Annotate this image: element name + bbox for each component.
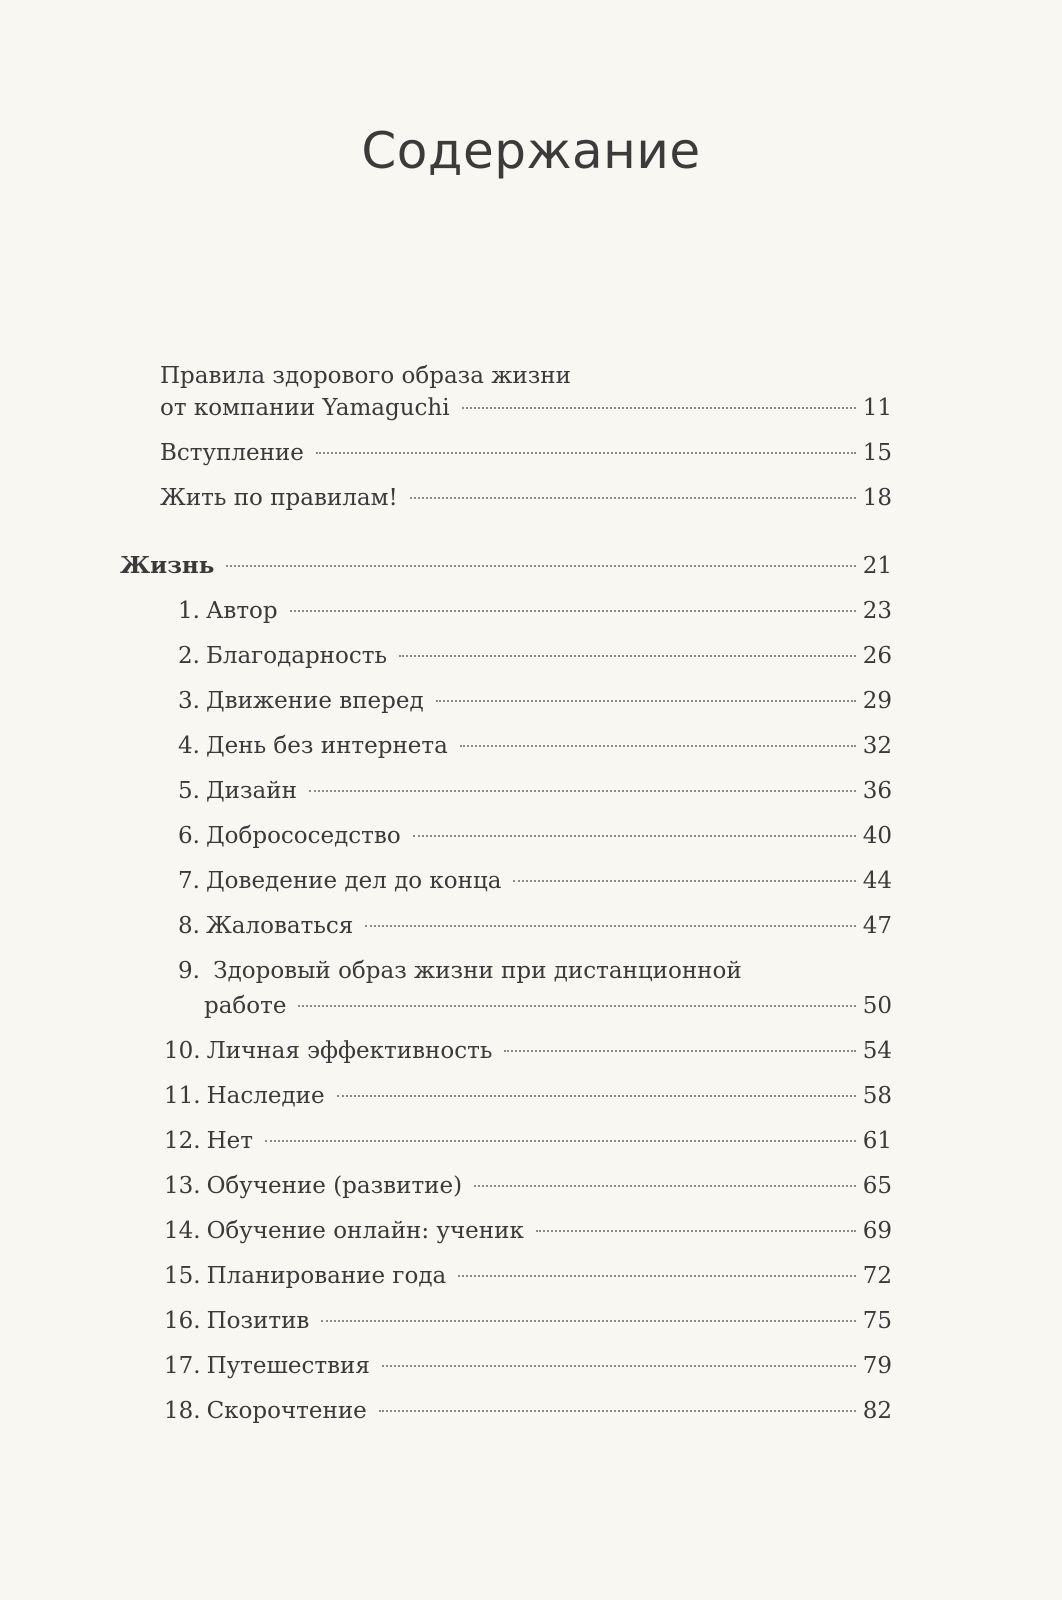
chapter-title: Дизайн — [205, 778, 297, 804]
toc-page-number: 58 — [862, 1083, 892, 1109]
chapter-title: Благодарность — [205, 643, 387, 669]
chapter-number: 7. — [178, 868, 200, 894]
toc-page-number: 47 — [862, 913, 892, 939]
chapter-number: 2. — [178, 643, 200, 669]
dot-leader — [365, 925, 856, 927]
dot-leader — [536, 1230, 856, 1232]
dot-leader — [309, 790, 856, 792]
chapter-number: 1. — [178, 598, 200, 624]
chapter-number: 16. — [164, 1308, 201, 1334]
dot-leader — [410, 497, 856, 499]
toc-page-number: 36 — [862, 778, 892, 804]
chapter-number: 13. — [164, 1173, 201, 1199]
chapter-title: Наследие — [206, 1083, 325, 1109]
toc-page-number: 32 — [862, 733, 892, 759]
dot-leader — [474, 1185, 856, 1187]
chapter-number: 11. — [164, 1083, 201, 1109]
chapter-number: 10. — [164, 1038, 201, 1064]
chapter-number: 12. — [164, 1128, 201, 1154]
chapter-title: Планирование года — [206, 1263, 447, 1289]
toc-page-number: 75 — [862, 1308, 892, 1334]
toc-page-number: 69 — [862, 1218, 892, 1244]
toc-page-number: 21 — [862, 553, 892, 579]
chapter-title: Позитив — [206, 1308, 310, 1334]
chapter-title: Обучение онлайн: ученик — [206, 1218, 524, 1244]
dot-leader — [458, 1275, 856, 1277]
chapter-number: 18. — [164, 1398, 201, 1424]
chapter-title: Автор — [205, 598, 278, 624]
toc-page-number: 26 — [862, 643, 892, 669]
chapter-number: 17. — [164, 1353, 201, 1379]
dot-leader — [382, 1365, 856, 1367]
chapter-title: Личная эффективность — [206, 1038, 493, 1064]
toc-entry-label-line2: от компании Yamaguchi — [160, 395, 450, 421]
dot-leader — [265, 1140, 856, 1142]
dot-leader — [462, 407, 856, 409]
chapter-title: Путешествия — [206, 1353, 370, 1379]
chapter-number: 9. — [178, 958, 200, 984]
dot-leader — [226, 565, 856, 567]
toc-page-number: 65 — [862, 1173, 892, 1199]
chapter-title-line1: Здоровый образ жизни при дистанционной — [213, 958, 742, 984]
page-title: Содержание — [361, 122, 701, 180]
chapter-number: 3. — [178, 688, 200, 714]
toc-entry-label-line1: Правила здорового образа жизни — [160, 363, 571, 389]
chapter-title: Движение вперед — [205, 688, 424, 714]
chapter-number: 5. — [178, 778, 200, 804]
chapter-title: Обучение (развитие) — [206, 1173, 463, 1199]
toc-page-number: 40 — [862, 823, 892, 849]
toc-page-number: 11 — [862, 395, 892, 421]
chapter-title: Добрососедство — [205, 823, 401, 849]
dot-leader — [504, 1050, 856, 1052]
toc-page-number: 15 — [862, 440, 892, 466]
chapter-title-line2: работе — [204, 993, 287, 1019]
toc-page-number: 50 — [862, 993, 892, 1019]
dot-leader — [316, 452, 856, 454]
table-of-contents — [0, 360, 1062, 1560]
dot-leader — [399, 655, 856, 657]
chapter-number: 4. — [178, 733, 200, 759]
toc-page-number: 18 — [862, 485, 892, 511]
toc-entry-label: Жить по правилам! — [160, 485, 398, 511]
dot-leader — [460, 745, 856, 747]
toc-section-label: Жизнь — [120, 552, 215, 579]
toc-page-number: 79 — [862, 1353, 892, 1379]
dot-leader — [413, 835, 856, 837]
chapter-title: Нет — [206, 1128, 253, 1154]
toc-page-number: 54 — [862, 1038, 892, 1064]
chapter-number: 14. — [164, 1218, 201, 1244]
chapter-title: Жаловаться — [205, 913, 354, 939]
dot-leader — [298, 1005, 856, 1007]
dot-leader — [436, 700, 856, 702]
chapter-number: 8. — [178, 913, 200, 939]
toc-page-number: 72 — [862, 1263, 892, 1289]
toc-page-number: 82 — [862, 1398, 892, 1424]
dot-leader — [379, 1410, 856, 1412]
chapter-title: Скорочтение — [206, 1398, 367, 1424]
chapter-number: 15. — [164, 1263, 201, 1289]
dot-leader — [321, 1320, 856, 1322]
dot-leader — [337, 1095, 856, 1097]
toc-page-number: 29 — [862, 688, 892, 714]
toc-entry-label: Вступление — [160, 440, 304, 466]
chapter-number: 6. — [178, 823, 200, 849]
dot-leader — [513, 880, 856, 882]
toc-page-number: 23 — [862, 598, 892, 624]
chapter-title: Доведение дел до конца — [205, 868, 502, 894]
dot-leader — [290, 610, 856, 612]
toc-page-number: 61 — [862, 1128, 892, 1154]
toc-page-number: 44 — [862, 868, 892, 894]
chapter-title: День без интернета — [205, 733, 448, 759]
